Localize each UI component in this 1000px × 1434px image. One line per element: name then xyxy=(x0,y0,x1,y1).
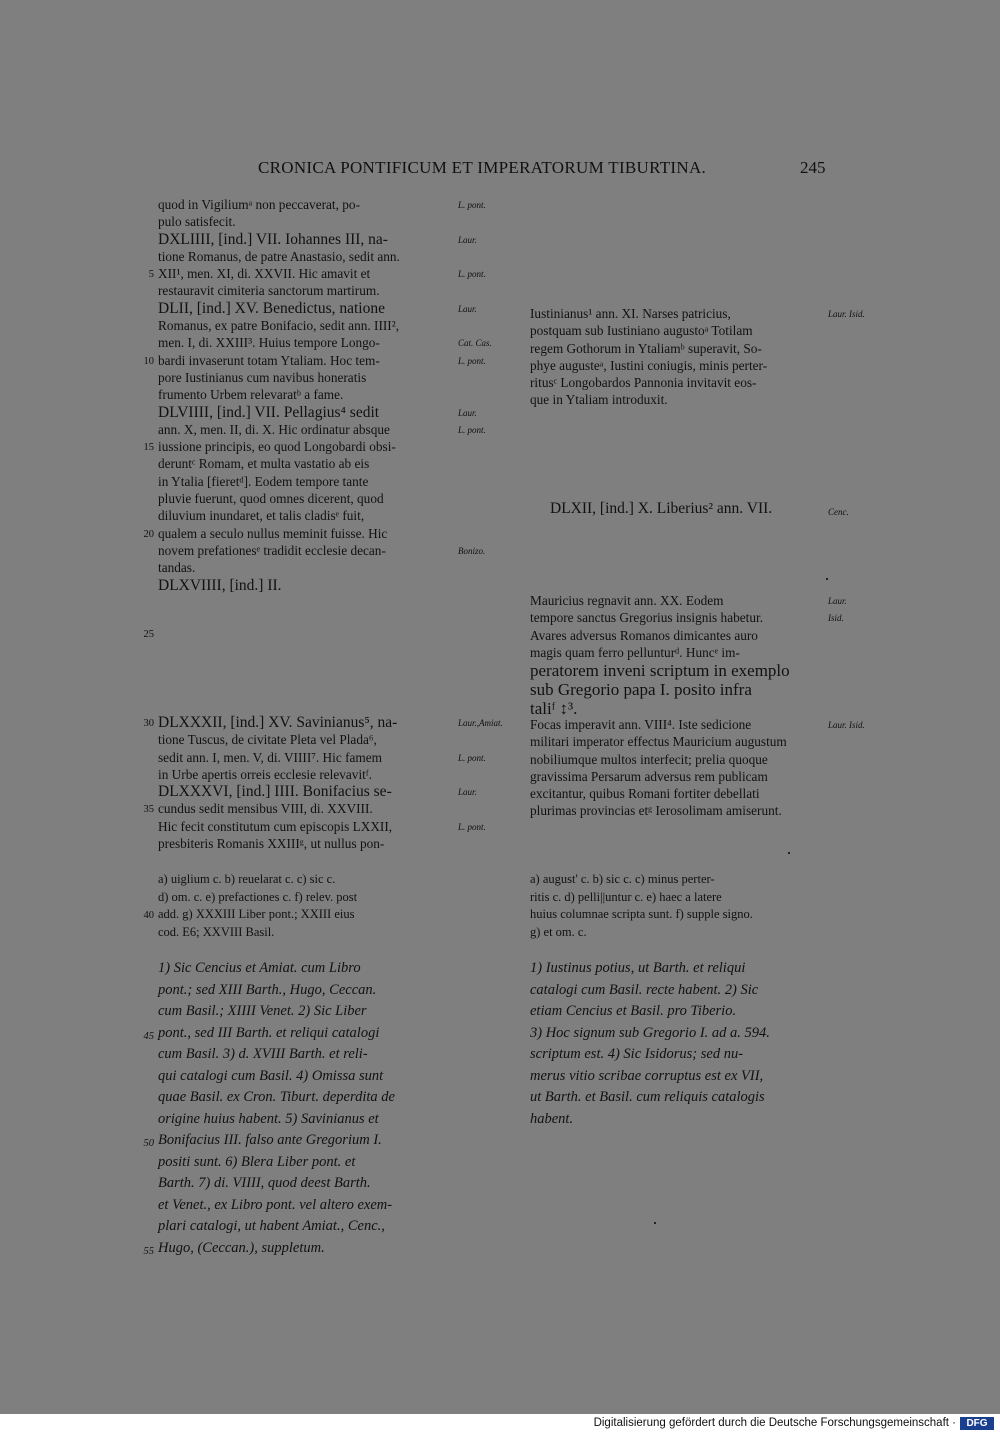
text-line xyxy=(530,357,825,374)
note-line xyxy=(158,1152,448,1174)
line-text: Romanus, ex patre Bonifacio, sedit ann. IIII², xyxy=(158,318,400,334)
text-line xyxy=(158,783,477,801)
line-text: Bonifacius III. falso ante Gregorium I. xyxy=(158,1132,382,1148)
line-number: 10 xyxy=(143,355,154,367)
text-line xyxy=(530,751,825,768)
margin-source-reference: L. pont. xyxy=(458,269,486,280)
text-line xyxy=(530,802,825,819)
text-line xyxy=(158,490,448,507)
note-line xyxy=(530,1087,825,1109)
footnotes-left xyxy=(143,871,448,941)
note-line xyxy=(158,1216,448,1238)
text-line xyxy=(530,322,825,339)
line-text: plurimas provincias etᵍ Ierosolimam amiserunt. xyxy=(530,803,782,819)
line-text: deruntᶜ Romam, et multa vastatio ab eis xyxy=(158,456,370,472)
line-text: Focas imperavit ann. VIII⁴. Iste sedicione xyxy=(530,717,752,732)
scan-speck xyxy=(788,852,790,854)
note-line xyxy=(530,1001,825,1023)
text-line xyxy=(158,282,448,299)
line-text: Barth. 7) di. VIIII, quod deest Barth. xyxy=(158,1175,371,1191)
note-line xyxy=(158,958,448,980)
text-line xyxy=(148,265,486,282)
text-line xyxy=(530,661,825,680)
note-line xyxy=(158,1173,448,1195)
text-line xyxy=(530,733,825,750)
line-text: regem Gothorum in Ytaliamᵇ superavit, So- xyxy=(530,340,762,356)
line-text: 1) Sic Cencius et Amiat. cum Libro xyxy=(158,960,361,976)
text-line xyxy=(158,731,448,748)
line-number: 35 xyxy=(143,804,154,816)
text-line xyxy=(143,525,448,542)
text-line xyxy=(158,749,486,766)
margin-source-reference: Cat. Cas. xyxy=(458,338,492,349)
footnotes-right xyxy=(530,871,825,941)
text-line xyxy=(530,592,847,609)
line-text: Iustinianus¹ ann. XI. Narses patricius, xyxy=(530,306,731,321)
text-line xyxy=(158,421,486,438)
line-text: et Venet., ex Libro pont. vel altero exem- xyxy=(158,1196,393,1213)
line-text: huius columnae scripta sunt. f) supple signo. xyxy=(530,907,753,921)
line-text: cod. E6; XXVIII Basil. xyxy=(158,924,275,939)
right-column-block-liberius xyxy=(550,500,849,517)
text-line xyxy=(530,768,825,785)
line-text: qualem a seculo nullus meminit fuisse. Hic xyxy=(158,525,388,541)
line-text: cum Basil.; XIIII Venet. 2) Sic Liber xyxy=(158,1003,367,1019)
line-text: DLVIIII, [ind.] VII. Pellagius⁴ sedit xyxy=(158,403,380,421)
margin-source-reference: Laur. xyxy=(828,596,847,606)
line-text: sub Gregorio papa I. posito infra xyxy=(530,680,752,700)
line-text: Hugo, (Ceccan.), suppletum. xyxy=(158,1239,325,1256)
line-text: nobiliumque multos interfecit; prelia quoque xyxy=(530,751,768,767)
line-number: 40 xyxy=(143,910,154,921)
line-text: taliᶠ ↕³. xyxy=(530,699,578,719)
text-line xyxy=(158,577,448,594)
line-text: XII¹, men. XI, di. XXVII. Hic amavit et xyxy=(158,266,371,282)
note-line xyxy=(143,1023,448,1045)
text-line xyxy=(158,386,448,403)
note-line xyxy=(158,1195,448,1217)
footnote-line xyxy=(530,871,825,889)
note-line xyxy=(158,980,448,1002)
margin-source-reference: L. pont. xyxy=(458,752,486,763)
running-header-title: CRONICA PONTIFICUM ET IMPERATORUM TIBURTINA. xyxy=(258,158,707,177)
scan-speck xyxy=(826,578,828,580)
text-line xyxy=(158,196,486,213)
text-line xyxy=(158,334,492,351)
margin-source-reference: L. pont. xyxy=(458,200,486,210)
text-line xyxy=(143,438,448,455)
margin-source-reference: Laur. Isid. xyxy=(828,309,865,319)
text-line xyxy=(530,374,825,391)
margin-source-reference: Laur. xyxy=(458,234,477,245)
text-line xyxy=(158,230,477,248)
line-text: men. I, di. XXIII³. Huius tempore Longo- xyxy=(158,335,380,351)
margin-source-reference: Laur.,Amiat. xyxy=(458,718,503,728)
line-text: DLII, [ind.] XV. Benedictus, natione xyxy=(158,299,385,317)
footnote-line xyxy=(143,906,448,924)
line-text: ritusᶜ Longobardos Pannonia invitavit eos- xyxy=(530,375,757,391)
line-text: que in Ytaliam introduxit. xyxy=(530,392,668,408)
note-line xyxy=(530,980,825,1002)
right-column-block-mauricius xyxy=(530,592,847,719)
line-text: tandas. xyxy=(158,560,196,576)
text-line xyxy=(143,714,503,731)
notes-left xyxy=(143,958,448,1259)
footer-band xyxy=(0,1414,1000,1434)
footnote-line xyxy=(530,906,825,924)
text-line xyxy=(530,609,844,626)
line-text: DLXXXII, [ind.] XV. Savinianus⁵, na- xyxy=(158,714,398,731)
margin-source-reference: Bonizo. xyxy=(458,545,486,556)
note-line xyxy=(158,1087,448,1109)
line-text: frumento Urbem relevaratᵇ a fame. xyxy=(158,387,344,403)
line-text: diluvium inundaret, et talis cladisᵉ fuit, xyxy=(158,508,365,524)
left-column-text xyxy=(143,196,492,594)
margin-source-reference: L. pont. xyxy=(458,424,486,435)
line-text: pont.; sed XIII Barth., Hugo, Ceccan. xyxy=(158,981,377,998)
text-line xyxy=(158,507,448,524)
text-line xyxy=(550,500,849,517)
note-line xyxy=(158,1044,448,1066)
text-line xyxy=(530,391,825,408)
text-line xyxy=(158,766,448,783)
line-text: restauravit cimiteria sanctorum martirum. xyxy=(158,283,380,299)
text-line xyxy=(530,680,825,699)
line-text: add. g) XXXIII Liber pont.; XXIII eius xyxy=(158,907,355,921)
line-number: 15 xyxy=(143,442,154,454)
text-line xyxy=(158,559,448,576)
text-line xyxy=(158,473,448,490)
margin-source-reference: Laur. Isid. xyxy=(828,720,865,730)
line-text: qui catalogi cum Basil. 4) Omissa sunt xyxy=(158,1067,384,1084)
line-text: DXLIIII, [ind.] VII. Iohannes III, na- xyxy=(158,230,388,248)
line-text: tione Romanus, de patre Anastasio, sedit ann. xyxy=(158,248,400,264)
line-text: pore Iustinianus cum navibus honeratis xyxy=(158,369,367,385)
note-line xyxy=(530,1109,825,1131)
line-text: d) om. c. e) prefactiones c. f) relev. post xyxy=(158,889,358,904)
footnote-line xyxy=(530,924,825,942)
margin-source-reference: Laur. xyxy=(458,407,477,418)
line-number: 30 xyxy=(143,718,154,729)
line-text: catalogi cum Basil. recte habent. 2) Sic xyxy=(530,981,759,998)
line-text: ritis c. d) pelli||untur c. e) haec a latere xyxy=(530,889,722,904)
line-text: pont., sed III Barth. et reliqui catalogi xyxy=(158,1024,380,1041)
scan-speck xyxy=(654,1222,656,1224)
line-text: 1) Iustinus potius, ut Barth. et reliqui xyxy=(530,960,746,976)
line-text: 3) Hoc signum sub Gregorio I. ad a. 594. xyxy=(530,1024,770,1041)
text-line xyxy=(530,305,865,322)
line-text: tione Tuscus, de civitate Pleta vel Plada⁶, xyxy=(158,732,377,748)
line-text: a) uiglium c. b) reuelarat c. c) sic c. xyxy=(158,872,336,886)
line-text: positi sunt. 6) Blera Liber pont. et xyxy=(158,1153,356,1170)
note-line xyxy=(530,1066,825,1088)
line-text: g) et om. c. xyxy=(530,924,587,939)
line-text: in Urbe apertis orreis ecclesie relevavitᶠ. xyxy=(158,766,372,782)
footnote-line xyxy=(158,889,448,907)
line-text: cum Basil. 3) d. XVIII Barth. et reli- xyxy=(158,1046,368,1062)
margin-source-reference: L. pont. xyxy=(458,821,486,832)
note-line xyxy=(158,1066,448,1088)
text-line xyxy=(530,716,865,733)
text-line xyxy=(530,785,825,802)
text-line xyxy=(530,627,825,644)
line-text: postquam sub Iustiniano augustoᵃ Totilam xyxy=(530,323,753,339)
line-number: 45 xyxy=(143,1030,154,1042)
footnote-line xyxy=(158,871,448,889)
line-text: quae Basil. ex Cron. Tiburt. deperdita de xyxy=(158,1089,395,1105)
text-line xyxy=(158,403,477,421)
margin-source-reference: Laur. xyxy=(458,787,477,798)
note-line xyxy=(143,1130,448,1152)
line-text: pluvie fuerunt, quod omnes dicerent, quod xyxy=(158,491,384,507)
text-line xyxy=(158,818,486,835)
line-text: DLXII, [ind.] X. Liberius² ann. VII. xyxy=(550,500,773,517)
line-text: bardi invaserunt totam Ytaliam. Hoc tem- xyxy=(158,352,380,368)
note-line xyxy=(158,1109,448,1131)
margin-source-reference: Laur. xyxy=(458,303,477,314)
line-number: 50 xyxy=(143,1138,154,1149)
line-text: scriptum est. 4) Sic Isidorus; sed nu- xyxy=(530,1046,744,1062)
line-text: origine huius habent. 5) Savinianus et xyxy=(158,1110,379,1127)
line-text: quod in Vigiliumᵃ non peccaverat, po- xyxy=(158,197,360,212)
margin-source-reference: L. pont. xyxy=(458,355,486,366)
line-text: iussione principis, eo quod Longobardi obsi- xyxy=(158,439,396,455)
text-line xyxy=(530,340,825,357)
line-number: 55 xyxy=(143,1245,154,1257)
line-text: Mauricius regnavit ann. XX. Eodem xyxy=(530,593,724,608)
notes-right xyxy=(530,958,825,1130)
line-number: 20 xyxy=(143,528,154,540)
note-line xyxy=(530,1044,825,1066)
line-text: cundus sedit mensibus VIII, di. XXVIII. xyxy=(158,801,373,817)
margin-source-reference: Cenc. xyxy=(828,507,849,517)
text-line xyxy=(158,835,448,852)
right-column-block-iustinianus xyxy=(530,305,865,409)
line-text: in Ytalia [fieretᵈ]. Eodem tempore tante xyxy=(158,473,369,489)
note-line xyxy=(158,1001,448,1023)
line-text: novem prefationesᵉ tradidit ecclesie decan- xyxy=(158,542,386,558)
text-line xyxy=(158,455,448,472)
text-line xyxy=(158,317,448,334)
note-line xyxy=(143,1238,448,1260)
text-line xyxy=(143,800,448,817)
line-text: pulo satisfecit. xyxy=(158,214,236,230)
text-line xyxy=(158,213,448,230)
right-column-block-focas xyxy=(530,716,865,820)
line-text: DLXXXVI, [ind.] IIII. Bonifacius se- xyxy=(158,783,392,801)
text-line xyxy=(158,299,477,317)
line-text: excitantur, quibus Romani fortiter debellati xyxy=(530,786,760,802)
line-text: phye augusteᵃ, Iustini coniugis, minis perter- xyxy=(530,357,768,373)
note-line xyxy=(530,1023,825,1045)
line-text: ann. X, men. II, di. X. Hic ordinatur absque xyxy=(158,421,390,437)
dfg-logo-icon: DFG xyxy=(960,1417,994,1430)
text-line xyxy=(143,352,486,369)
line-text: merus vitio scribae corruptus est ex VII, xyxy=(530,1067,764,1084)
line-text: Avares adversus Romanos dimicantes auro xyxy=(530,627,758,643)
text-line xyxy=(158,369,448,386)
line-text: Hic fecit constitutum cum episcopis LXXII, xyxy=(158,818,393,834)
line-text: habent. xyxy=(530,1110,574,1127)
line-number: 5 xyxy=(148,269,154,281)
footer-funding-text: Digitalisierung gefördert durch die Deutsche Forschungsgemeinschaft · xyxy=(593,1417,956,1429)
line-text: ut Barth. et Basil. cum reliquis catalogis xyxy=(530,1089,765,1105)
footnote-line xyxy=(530,889,825,907)
line-text: plari catalogi, ut habent Amiat., Cenc., xyxy=(158,1218,385,1234)
page-number: 245 xyxy=(800,158,826,177)
text-line xyxy=(530,644,825,661)
line-text: a) august' c. b) sic c. c) minus perter- xyxy=(530,872,715,886)
text-line xyxy=(158,248,448,265)
line-text: militari imperator effectus Mauricium augustum xyxy=(530,734,787,750)
line-text: magis quam ferro pellunturᵈ. Huncᵉ im- xyxy=(530,644,740,660)
line-text: gravissima Persarum adversus rem publicam xyxy=(530,768,768,784)
line-text: DLXVIIII, [ind.] II. xyxy=(158,576,282,594)
text-line xyxy=(158,542,486,559)
note-line xyxy=(530,958,825,980)
left-column-text-continued xyxy=(143,714,503,852)
line-number: 25 xyxy=(143,629,154,640)
line-text: sedit ann. I, men. V, di. VIIII⁷. Hic famem xyxy=(158,749,382,765)
line-text: presbiteris Romanis XXIIIᵍ, ut nullus pon- xyxy=(158,836,385,852)
line-text: tempore sanctus Gregorius insignis habetur. xyxy=(530,610,764,626)
line-text: peratorem inveni scriptum in exemplo xyxy=(530,661,790,681)
margin-source-reference: Isid. xyxy=(828,613,844,624)
line-text: etiam Cencius et Basil. pro Tiberio. xyxy=(530,1003,737,1019)
footnote-line xyxy=(158,924,448,942)
